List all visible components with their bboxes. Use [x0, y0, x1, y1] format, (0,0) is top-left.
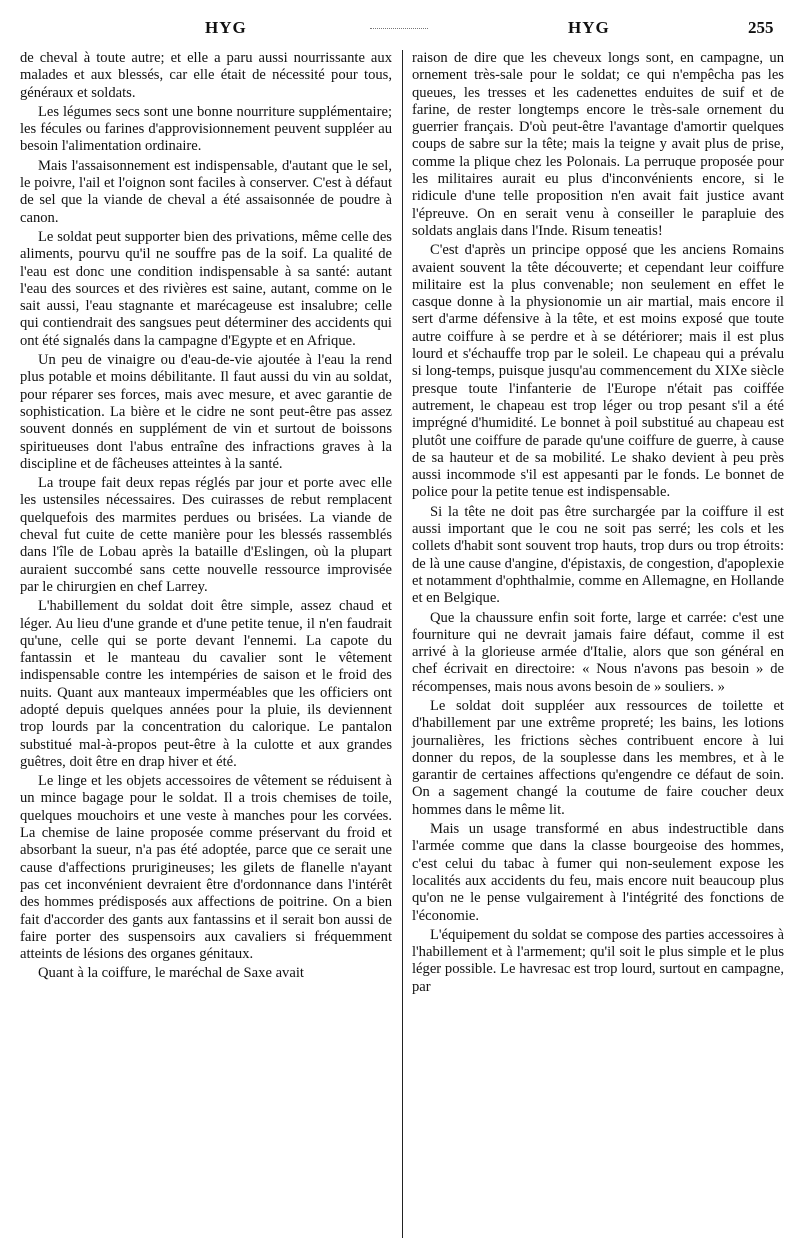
running-header [0, 18, 800, 46]
page-number: 255 [748, 18, 774, 37]
right-column [412, 50, 784, 998]
paragraph: Le soldat doit suppléer aux ressources de toilette et d'habillement par une extrême propreté; les bains, les lotions journalières, les frictions sèches contribuent encore à lui donner du repos, de la souplesse dans les membres, et à le garantir de certaines affections qu'engendre ce défaut de soin. On a sagement changé la coutume de faire coucher deux hommes dans le même lit. [412, 697, 784, 818]
header-ornament [370, 28, 428, 29]
paragraph: Les légumes secs sont une bonne nourriture supplémentaire; les fécules ou farines d'approvisionnement peuvent suppléer au besoin l'alimentation ordinaire. [20, 103, 392, 155]
paragraph: Mais un usage transformé en abus indestructible dans l'armée comme que dans la classe bourgeoise des hommes, c'est celui du tabac à fumer qui non-seulement expose les localités aux accidents du feu, mais encore nuit beaucoup plus qu'on ne le pense vulgairement à l'intégrité des fonctions de l'économie. [412, 821, 784, 924]
paragraph: Mais l'assaisonnement est indispensable, d'autant que le sel, le poivre, l'ail et l'oignon sont faciles à conserver. C'est à défaut de sel que la viande de cheval a été assaisonnée de poudre à canon. [20, 157, 392, 226]
paragraph: Le linge et les objets accessoires de vêtement se réduisent à un mince bagage pour le soldat. Il a trois chemises de toile, quelques mouchoirs et une veste à manches pour les corvées. La chemise de laine proposée comme préservant du froid et absorbant la sueur, n'a pas été adoptée, parce que ce serait une cause d'affections prurigineuses; les gilets de flanelle n'ayant pas cet inconvénient devraient être d'ordonnance dans l'intérêt des hommes prédisposés aux affections de poitrine. On a bien fait d'accorder des gants aux fantassins et il serait bon aussi de faire porter des suspensoirs aux cavaliers si fréquemment atteints de lésions des organes génitaux. [20, 773, 392, 963]
paragraph: L'équipement du soldat se compose des parties accessoires à l'habillement et à l'armement; qu'il soit le plus simple et le plus léger possible. Le havresac est trop lourd, surtout en campagne, par [412, 926, 784, 995]
left-running-head: HYG [205, 18, 247, 37]
paragraph: L'habillement du soldat doit être simple, assez chaud et léger. Au lieu d'une grande et d'une petite tenue, il n'en faudrait qu'une, celle qui se porte devant l'ennemi. La capote du fantassin et le manteau du cavalier sont le vêtement indispensable contre les intempéries de saison et le froid des nuits. Quant aux manteaux imperméables que les officiers ont adopté depuis quelques années pour la pluie, ils deviennent trop lourds par la concentration du calorique. Le pantalon substitué mal-à-propos peut-être à la culotte et aux grandes guêtres, doit être en drap hiver et été. [20, 598, 392, 770]
paragraph: Que la chaussure enfin soit forte, large et carrée: c'est une fourniture qui ne devrait jamais faire défaut, comme il est arrivé à la glorieuse armée d'Italie, alors que son général en chef écrivait en directoire: « Nous n'avons pas besoin » de récompenses, mais nous avons besoin de » souliers. » [412, 609, 784, 695]
paragraph: raison de dire que les cheveux longs sont, en campagne, un ornement très-sale pour le soldat; ce qui n'empêcha pas les queues, les tresses et les cadenettes enduites de suif et de farine, de rester longtemps encore le très-sale ornement du guerrier français. D'où peut-être l'avantage d'amortir quelques coups de sabre sur la tête; mais la teigne y avait plus de prise, comme la plique chez les Polonais. La perruque proposée pour les militaires aurait eu plus d'inconvénients encore, si le ridicule d'une telle proposition n'en avait fait justice avant l'épreuve. On en serait venu à conseiller le parapluie des soldats anglais dans l'Inde. Risum teneatis! [412, 50, 784, 239]
left-column [20, 50, 392, 985]
paragraph: La troupe fait deux repas réglés par jour et porte avec elle les ustensiles nécessaires. Des cuirasses de rebut remplacent quelquefois des marmites perdues ou brisées. La viande de cheval fut cuite de cette manière pour les blessés rassemblés dans l'île de Lobau après la bataille d'Eslingen, où la plupart auraient succombé sans cette nouvelle ressource improvisée par le chirurgien en chef Larrey. [20, 475, 392, 595]
column-divider [402, 50, 403, 1238]
paragraph: de cheval à toute autre; et elle a paru aussi nourrissante aux malades et aux blessés, car elle était de nécessité pour tous, généraux et soldats. [20, 50, 392, 101]
paragraph: Le soldat peut supporter bien des privations, même celle des aliments, pourvu qu'il ne souffre pas de la soif. La qualité de l'eau est donc une condition indispensable à sa santé: autant l'eau des sources et des rivières est saine, autant, comme on le sait aussi, l'eau stagnante et marécageuse est insalubre; celle qui contiendrait des sangsues peut déterminer des accidents qui ont été signalés dans la campagne d'Egypte et en Afrique. [20, 228, 392, 349]
paragraph: C'est d'après un principe opposé que les anciens Romains avaient souvent la tête découverte; et cependant leur coiffure militaire est la plus convenable; non seulement en effet le casque donne à la physionomie un air martial, mais encore il sert d'arme défensive à la tête, et est moins exposé que toute autre coiffure à se perdre et à se détériorer; mais il est plus lourd et s'échauffe trop par le soleil. Le chapeau qui a prévalu si long-temps, puisque jusqu'au commencement du XIXe siècle presque toute l'infanterie de l'Europe n'était pas coiffée autrement, le chapeau est trop léger ou trop pesant s'il a été imprégné d'humidité. Le bonnet à poil substitué au chapeau est plutôt une coiffure de parade qu'une coiffure de guerre, à cause de sa hauteur et de sa mobilité. Le shako devient à peu près aussi incommode s'il est appesanti par le fonds. Le bonnet de police pour la petite tenue est indispensable. [412, 242, 784, 501]
paragraph: Quant à la coiffure, le maréchal de Saxe avait [38, 965, 304, 982]
paragraph: Un peu de vinaigre ou d'eau-de-vie ajoutée à l'eau la rend plus potable et moins débilitante. Il faut aussi du vin au soldat, pour réparer ses forces, mais avec mesure, et avec garantie de sophistication. La bière et le cidre ne sont peut-être pas assez souvent donnés en supplément de vin et surtout de boissons spiritueuses dont l'abus entraîne des infractions graves à la discipline et de fâcheuses atteintes à la santé. [20, 352, 392, 472]
paragraph: Si la tête ne doit pas être surchargée par la coiffure il est aussi important que le cou ne soit pas serré; les cols et les collets d'habit sont souvent trop hauts, trop durs ou trop étroits: de là une cause d'angine, d'épistaxis, de congestion, d'apoplexie et notamment d'ophthalmie, comme en Allemagne, en Hollande et en Belgique. [412, 503, 784, 607]
right-running-head: HYG [568, 18, 610, 37]
